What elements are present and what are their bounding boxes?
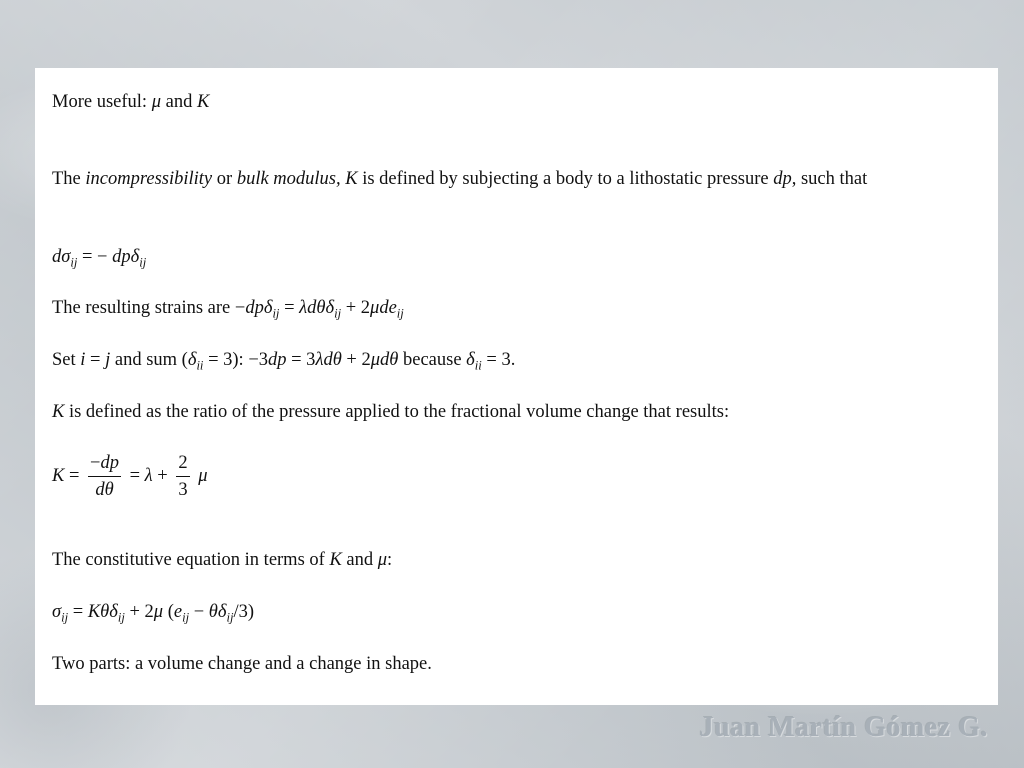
heading-mu: μ — [151, 92, 161, 112]
conclusion: Two parts: a volume change and a change in shape. — [52, 654, 432, 674]
fraction-two-thirds — [176, 450, 189, 503]
constitutive-text-2: and — [341, 550, 378, 570]
k-equation — [52, 448, 986, 504]
sum-text-5: . — [510, 350, 516, 370]
k-definition-text: is defined as the ratio of the pressure applied to the fractional volume change that results: — [64, 402, 730, 422]
sum-text-3: ): — [232, 350, 249, 370]
fraction-numerator: −dp — [88, 450, 121, 477]
constitutive-mu: μ — [377, 550, 388, 570]
sum-text-1: Set — [52, 350, 81, 370]
sum-expr-dp: −3dp = 3λdθ + 2μdθ — [248, 350, 399, 370]
strains-equation: −dpδ$_{ij}$ = λdθδ$_{ij}$ + 2μde$_{ij}$ — [234, 298, 404, 321]
strains-label: The resulting strains are — [52, 298, 235, 318]
equation-stress: $d\sigma_{ij}$ = − dpδ$_{ij}$ — [52, 247, 147, 270]
k-eq-lhs: K = — [52, 466, 80, 486]
k-definition — [52, 400, 986, 424]
k-eq-mu: μ — [198, 466, 208, 486]
sum-line — [52, 348, 986, 372]
equation-constitutive: $\sigma_{ij} = K\theta\delta_{ij} + 2\mu$ $(e_{ij} - \theta\delta_{ij}/3)$ — [52, 602, 255, 625]
intro-text-3: is defined by subjecting a body to a lithostatic pressure — [357, 169, 774, 189]
intro-paragraph — [52, 167, 986, 191]
intro-text-1: The — [52, 169, 86, 189]
term-bulk-modulus: bulk modulus, K — [236, 169, 358, 189]
sum-text-4: because — [398, 350, 467, 370]
sum-expr-delta: $\delta_{ii} = 3$ — [187, 350, 233, 373]
constitutive-text-3: : — [387, 550, 393, 570]
constitutive-intro — [52, 548, 986, 572]
slide-panel — [35, 68, 998, 705]
term-incompressibility: incompressibility — [85, 169, 213, 189]
slide-heading — [52, 90, 986, 114]
heading-k: K — [196, 92, 210, 112]
sum-expr-i-j: i = j — [80, 350, 111, 370]
fraction-denominator: dθ — [95, 480, 114, 501]
heading-text: More useful: — [52, 92, 152, 112]
fraction-numerator-2: 2 — [176, 450, 189, 477]
intro-text-4: , such that — [791, 169, 868, 189]
intro-text-2: or — [212, 169, 237, 189]
sum-expr-delta-2: $\delta_{ii} = 3$ — [466, 350, 511, 373]
heading-and: and — [160, 92, 197, 112]
fraction-denominator-3: 3 — [178, 480, 188, 501]
strains-line — [52, 296, 986, 320]
constitutive-k: K — [329, 550, 342, 570]
k-eq-mid: = λ + — [129, 466, 168, 486]
k-symbol: K — [52, 402, 65, 422]
term-dp: dp — [773, 169, 792, 189]
author-watermark: Juan Martín Gómez G. — [699, 712, 988, 743]
fraction-dp-dtheta — [88, 450, 121, 503]
constitutive-text-1: The constitutive equation in terms of — [52, 550, 330, 570]
sum-text-2: and sum ( — [110, 350, 188, 370]
